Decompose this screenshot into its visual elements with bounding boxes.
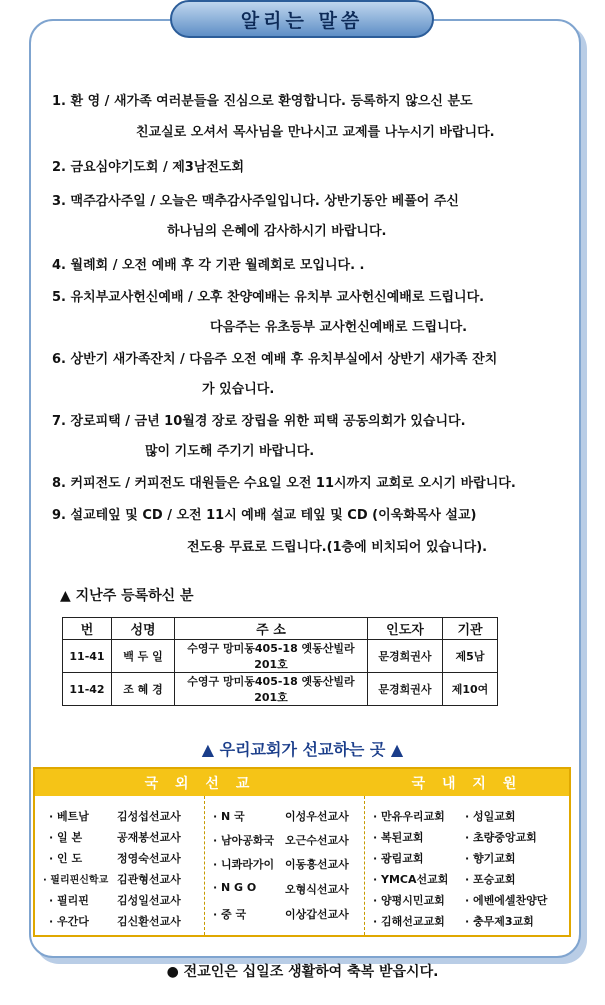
notice-9: 9. 설교테잎 및 CD / 오전 11시 예배 설교 테잎 및 CD (이욱화목사 설교) <box>52 508 477 523</box>
notice-4: 4. 월례회 / 오전 예배 후 각 기관 월례회로 모입니다. . <box>52 258 365 273</box>
domestic-church: · YMCA선교회 <box>373 873 449 886</box>
mission-country: · 필리핀신학교 <box>43 875 109 886</box>
notice-5-cont: 다음주는 유초등부 교사헌신예배로 드립니다. <box>210 320 468 335</box>
mission-missionary: 이상갑선교사 <box>285 908 349 921</box>
mission-missionary: 정영숙선교사 <box>117 852 181 865</box>
notice-1-cont: 친교실로 오셔서 목사님을 만나시고 교제를 나누시기 바랍니다. <box>136 125 495 140</box>
table-row <box>63 640 498 673</box>
mission-country: · 일 본 <box>49 831 83 844</box>
domestic-church: · 김해선교교회 <box>373 915 445 928</box>
cell-address: 수영구 망미동405-18 옛동산빌라 201호 <box>175 673 368 706</box>
col-header-group: 기관 <box>443 618 498 640</box>
notice-8: 8. 커피전도 / 커피전도 대원들은 수요일 오전 11시까지 교회로 오시기 바랍니다. <box>52 476 516 491</box>
cell-guide: 문경희권사 <box>368 640 443 673</box>
mission-missionary: 이성우선교사 <box>285 810 349 823</box>
notice-9-cont: 전도용 무료로 드립니다.(1층에 비치되어 있습니다). <box>187 540 488 555</box>
notice-5: 5. 유치부교사헌신예배 / 오후 찬양예배는 유치부 교사헌신예배로 드립니다. <box>52 290 485 305</box>
cell-guide: 문경희권사 <box>368 673 443 706</box>
page-title: 알리는 말씀 <box>240 9 364 32</box>
mission-country: · 베트남 <box>49 810 89 823</box>
footer-note: ● 전교인은 십일조 생활하여 축복 받읍시다. <box>166 964 439 980</box>
registrants-heading: ▲ 지난주 등록하신 분 <box>60 588 194 604</box>
registrants-table <box>62 617 498 706</box>
mission-country: · 남아공화국 <box>213 834 275 847</box>
cell-group: 제5남 <box>443 640 498 673</box>
mission-country: · N 국 <box>213 810 245 823</box>
table-header-row <box>63 618 498 640</box>
cell-number: 11-41 <box>63 640 112 673</box>
domestic-church: · 포승교회 <box>465 873 516 886</box>
domestic-church: · 충무제3교회 <box>465 915 534 928</box>
domestic-church: · 성일교회 <box>465 810 516 823</box>
table-row <box>63 673 498 706</box>
mission-missionary: 김관형선교사 <box>117 873 181 886</box>
domestic-church: · 초량중앙교회 <box>465 831 537 844</box>
mission-country: · 니콰라가이 <box>213 858 275 871</box>
mission-missionary: 김신환선교사 <box>117 915 181 928</box>
domestic-church: · 에벤에셀찬양단 <box>465 894 548 907</box>
notice-6-cont: 가 있습니다. <box>202 382 275 397</box>
overseas-header: 국 외 선 교 <box>35 769 366 796</box>
mission-missionary: 공재봉선교사 <box>117 831 181 844</box>
col-header-address: 주 소 <box>175 618 368 640</box>
mission-missionary: 오형식선교사 <box>285 883 349 896</box>
missions-box <box>33 767 571 937</box>
domestic-church: · 양평시민교회 <box>373 894 445 907</box>
mission-missionary: 김성섭선교사 <box>117 810 181 823</box>
missions-title: ▲ 우리교회가 선교하는 곳 ▲ <box>201 740 404 759</box>
domestic-church: · 광림교회 <box>373 852 424 865</box>
notice-6: 6. 상반기 새가족잔치 / 다음주 오전 예배 후 유치부실에서 상반기 새가족 잔치 <box>52 352 498 367</box>
mission-country: · 필리핀 <box>49 894 89 907</box>
notice-3: 3. 맥주감사주일 / 오늘은 맥추감사주일입니다. 상반기동안 베풀어 주신 <box>52 194 459 209</box>
mission-missionary: 오근수선교사 <box>285 834 349 847</box>
overseas-col-1 <box>35 796 205 935</box>
mission-missionary: 김성일선교사 <box>117 894 181 907</box>
cell-number: 11-42 <box>63 673 112 706</box>
notice-3-cont: 하나님의 은혜에 감사하시기 바랍니다. <box>167 224 387 239</box>
col-header-guide: 인도자 <box>368 618 443 640</box>
mission-missionary: 이동흥선교사 <box>285 858 349 871</box>
domestic-church: · 향기교회 <box>465 852 516 865</box>
cell-group: 제10여 <box>443 673 498 706</box>
mission-country: · N G O <box>213 881 257 894</box>
notice-1: 1. 환 영 / 새가족 여러분들을 진심으로 환영합니다. 등록하지 않으신 분도 <box>52 94 473 109</box>
domestic-header: 국 내 지 원 <box>365 769 569 796</box>
cell-name: 백 두 일 <box>112 640 175 673</box>
cell-name: 조 혜 경 <box>112 673 175 706</box>
domestic-church: · 만유우리교회 <box>373 810 445 823</box>
overseas-col-2 <box>205 796 365 935</box>
mission-country: · 우간다 <box>49 915 89 928</box>
mission-country: · 인 도 <box>49 852 83 865</box>
domestic-church: · 복된교회 <box>373 831 424 844</box>
notice-7-cont: 많이 기도해 주기기 바랍니다. <box>145 444 315 459</box>
notice-7: 7. 장로피택 / 금년 10월경 장로 장립을 위한 피택 공동의회가 있습니다. <box>52 414 466 429</box>
col-header-name: 성명 <box>112 618 175 640</box>
notice-2: 2. 금요심야기도회 / 제3남전도회 <box>52 160 245 175</box>
domestic-col <box>365 796 569 935</box>
cell-address: 수영구 망미동405-18 옛동산빌라 201호 <box>175 640 368 673</box>
col-header-number: 번 <box>63 618 112 640</box>
mission-country: · 중 국 <box>213 908 247 921</box>
title-banner <box>170 0 434 38</box>
